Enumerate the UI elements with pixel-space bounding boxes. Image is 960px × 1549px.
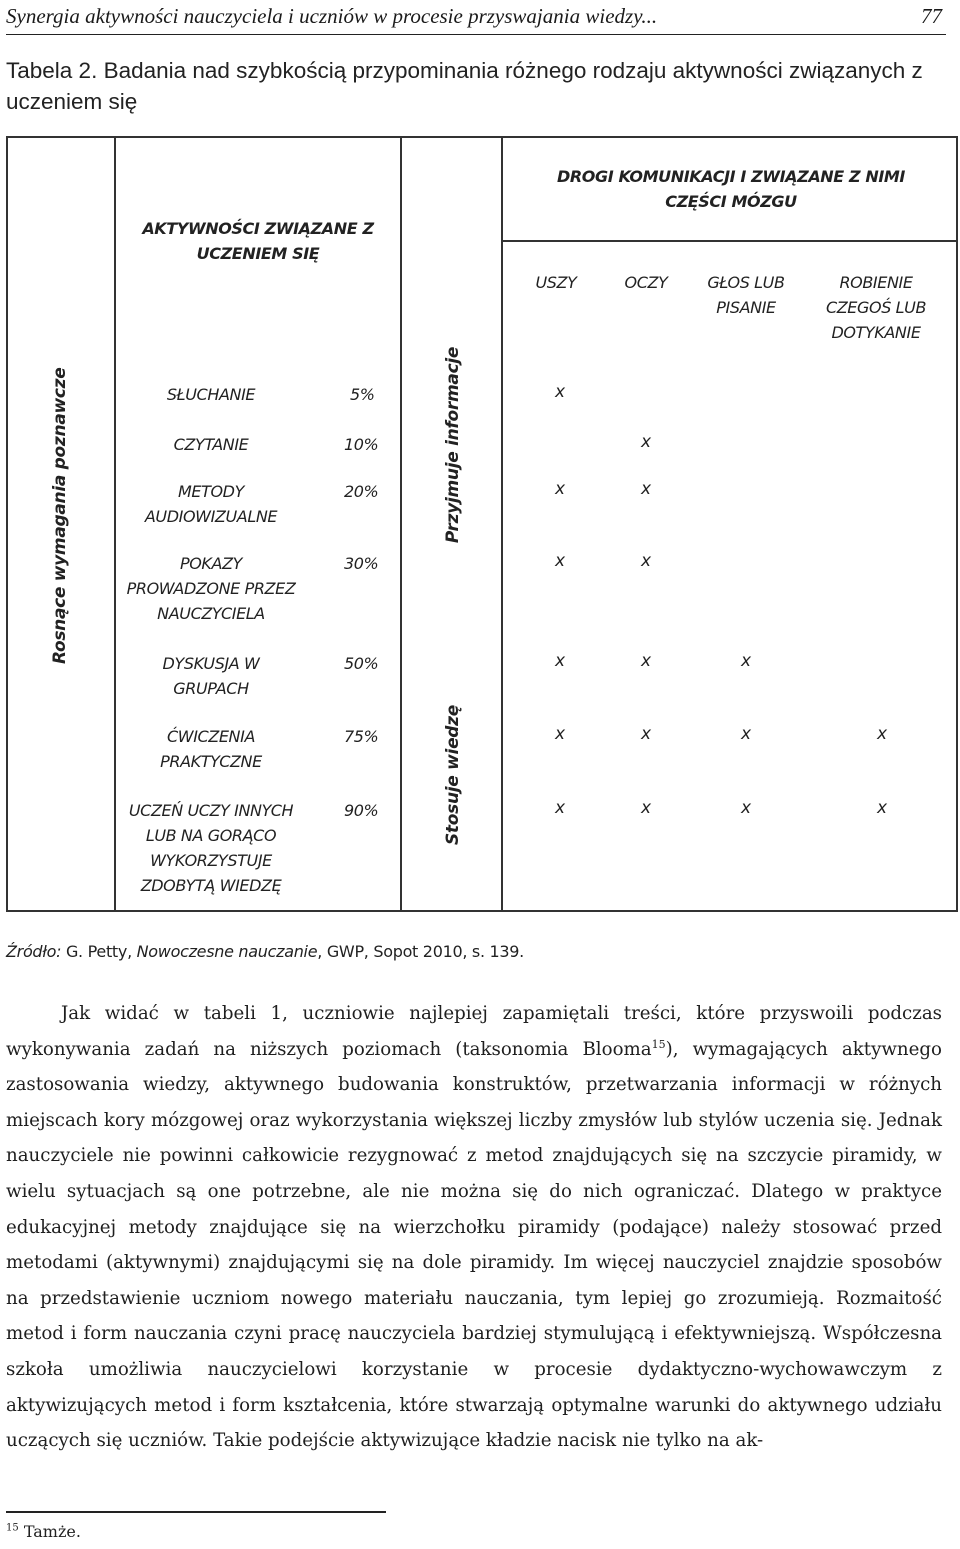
table-divider-channels bbox=[501, 240, 958, 242]
mark-audiovisual-eyes: x bbox=[640, 479, 652, 499]
activity-listening: SŁUCHANIE bbox=[166, 385, 256, 404]
page-number: 77 bbox=[921, 4, 942, 28]
mark-teaching-others-doing: x bbox=[876, 798, 888, 818]
footnote-rule bbox=[6, 1511, 386, 1513]
percent-listening: 5% bbox=[350, 385, 375, 404]
body-paragraph bbox=[6, 996, 942, 1459]
table-caption: Tabela 2. Badania nad szybkością przypominania różnego rodzaju aktywności związanych z uczeniem się bbox=[6, 58, 923, 114]
mark-audiovisual-ears: x bbox=[554, 479, 566, 499]
apply-label: Stosuje wiedzę bbox=[443, 705, 463, 846]
mark-teaching-others-ears: x bbox=[554, 798, 566, 818]
activity-audiovisual: METODY AUDIOWIZUALNE bbox=[144, 482, 278, 526]
activities-header: AKTYWNOŚCI ZWIĄZANE Z UCZENIEM SIĘ bbox=[142, 219, 374, 263]
table-border-top bbox=[6, 136, 958, 138]
percent-teaching-others: 90% bbox=[344, 801, 379, 820]
source-prefix: Źródło: bbox=[6, 942, 62, 961]
mark-exercises-voice: x bbox=[740, 724, 752, 744]
mark-exercises-doing: x bbox=[876, 724, 888, 744]
channel-header-eyes: OCZY bbox=[624, 273, 668, 292]
mark-exercises-ears: x bbox=[554, 724, 566, 744]
paragraph-part2: ), wymagających aktywnego zastosowania wiedzy, aktywnego budowania konstruktów, przetwarzania informacji w różnych miejscach kory mózgowej oraz wykorzystania większej liczby zmysłów lub stylów uczenia się. Jednak nauczyciele nie powinni całkowicie rezygnować z metod znajdujących się na szczycie piramidy, w wielu sytuacjach są one potrzebne, ale nie można się do nich ograniczać. Dlatego w praktyce edukacyjnej metody znajdujące się na wierzchołku piramidy (podające) należy stosować przed metodami (aktywnymi) znajdującymi się na dole piramidy. Im więcej nauczyciel znajdzie sposobów na przedstawienie uczniom nowego materiału nauczania, tym lepiej go zrozumieją. Rozmaitość metod i form nauczania czyni pracę nauczyciela bardziej stymulującą i efektywniejszą. Współczesna szkoła umożliwia nauczycielowi korzystanie w procesie dydaktyczno-wychowawczym z aktywizujących metod i form kształcenia, które stwarzają optymalne warunki do aktywnego udziału uczących się uczniów. Takie podejście aktywizujące kładzie nacisk nie tylko na ak- bbox=[6, 1038, 942, 1452]
mark-listening-ears: x bbox=[554, 382, 566, 402]
data-table bbox=[6, 136, 958, 912]
table-source bbox=[6, 942, 524, 961]
percent-reading: 10% bbox=[344, 435, 379, 454]
paragraph-part1: Jak widać w tabeli 1, uczniowie najlepiej zapamiętali treści, które przyswoili podczas wykonywania zadań na niższych poziomach (taksonomia Blooma bbox=[6, 1003, 942, 1060]
mark-demonstrations-eyes: x bbox=[640, 551, 652, 571]
running-header bbox=[6, 0, 946, 35]
table-divider-side bbox=[114, 136, 116, 912]
table-divider-labels bbox=[501, 136, 503, 912]
mark-discussion-ears: x bbox=[554, 651, 566, 671]
channel-header-doing: ROBIENIE CZEGOŚ LUB DOTYKANIE bbox=[825, 273, 927, 342]
activity-demonstrations: POKAZY PROWADZONE PRZEZ NAUCZYCIELA bbox=[126, 554, 296, 623]
activity-teaching-others: UCZEŃ UCZY INNYCH LUB NA GORĄCO WYKORZYSTUJE ZDOBYTĄ WIEDZĘ bbox=[128, 801, 294, 895]
channel-header-ears: USZY bbox=[535, 273, 577, 292]
mark-demonstrations-ears: x bbox=[554, 551, 566, 571]
mark-reading-eyes: x bbox=[640, 432, 652, 452]
mark-exercises-eyes: x bbox=[640, 724, 652, 744]
activity-discussion: DYSKUSJA W GRUPACH bbox=[162, 654, 260, 698]
source-author: G. Petty, bbox=[61, 942, 137, 961]
footnote-number: 15 bbox=[6, 1522, 19, 1534]
mark-discussion-eyes: x bbox=[640, 651, 652, 671]
percent-demonstrations: 30% bbox=[344, 554, 379, 573]
table-border-bottom bbox=[6, 910, 958, 912]
mark-teaching-others-voice: x bbox=[740, 798, 752, 818]
source-book-title: Nowoczesne nauczanie bbox=[136, 942, 318, 961]
channel-header-voice: GŁOS LUB PISANIE bbox=[707, 273, 785, 317]
percent-discussion: 50% bbox=[344, 654, 379, 673]
activity-reading: CZYTANIE bbox=[173, 435, 249, 454]
mark-teaching-others-eyes: x bbox=[640, 798, 652, 818]
footnote bbox=[6, 1522, 81, 1541]
percent-audiovisual: 20% bbox=[344, 482, 379, 501]
percent-exercises: 75% bbox=[344, 727, 379, 746]
source-details: , GWP, Sopot 2010, s. 139. bbox=[317, 942, 524, 961]
table-divider-activities bbox=[400, 136, 402, 912]
table-border-right bbox=[956, 136, 958, 912]
side-label: Rosnące wymagania poznawcze bbox=[50, 367, 70, 664]
receive-label: Przyjmuje informacje bbox=[443, 346, 463, 544]
mark-discussion-voice: x bbox=[740, 651, 752, 671]
channels-header: DROGI KOMUNIKACJI I ZWIĄZANE Z NIMI CZĘŚCI MÓZGU bbox=[557, 167, 905, 211]
running-title: Synergia aktywności nauczyciela i uczniów w procesie przyswajania wiedzy... bbox=[6, 4, 658, 28]
table-border-left bbox=[6, 136, 8, 912]
footnote-text: Tamże. bbox=[18, 1522, 81, 1541]
footnote-ref: 15 bbox=[651, 1037, 666, 1051]
activity-exercises: ĆWICZENIA PRAKTYCZNE bbox=[160, 727, 262, 771]
